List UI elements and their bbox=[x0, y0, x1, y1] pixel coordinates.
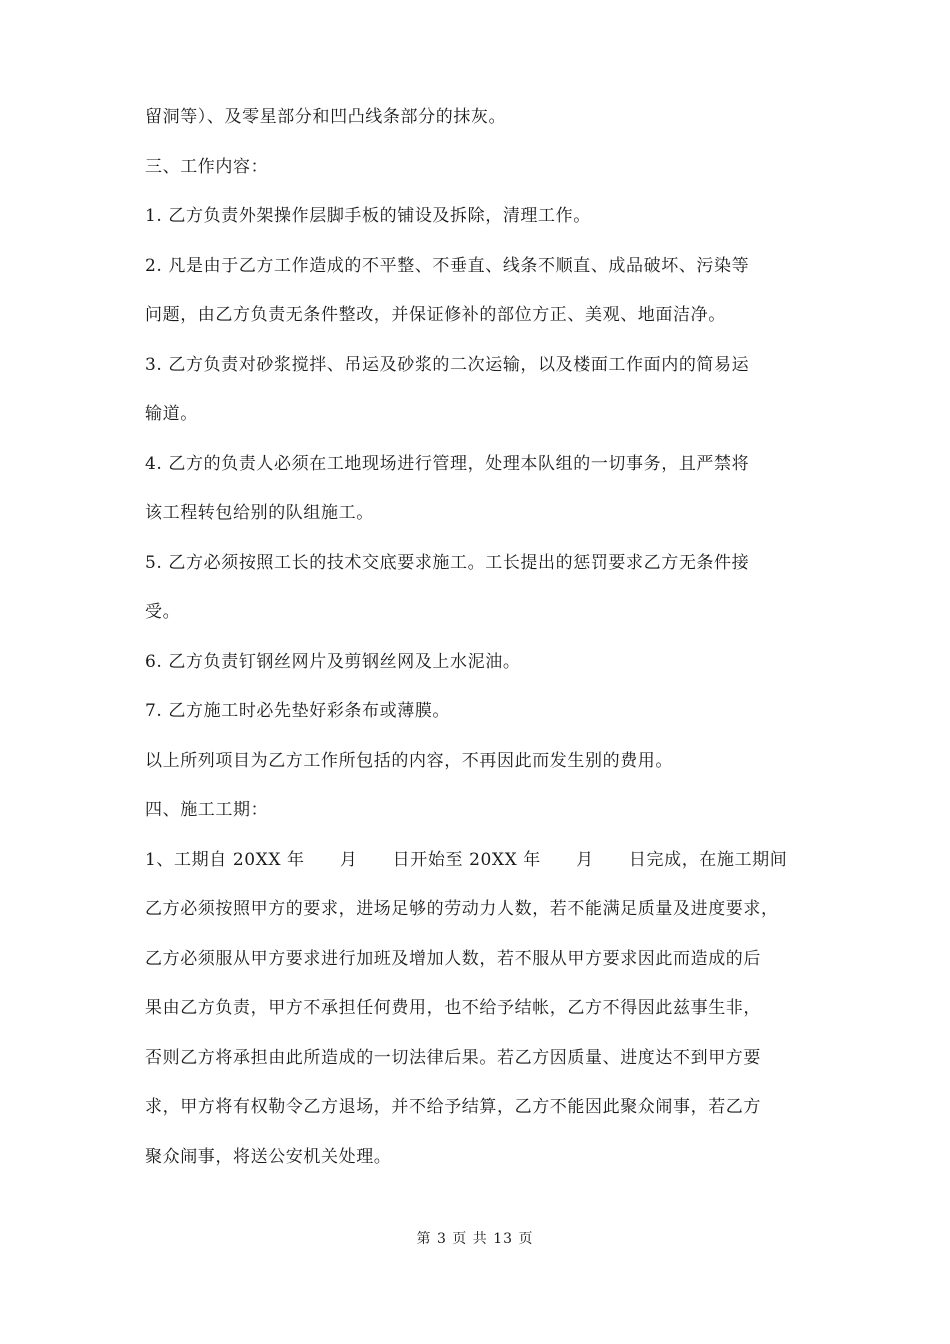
text-line: 果由乙方负责，甲方不承担任何费用，也不给予结帐，乙方不得因此兹事生非， bbox=[145, 998, 761, 1018]
text-line: 乙方必须按照甲方的要求，进场足够的劳动力人数，若不能满足质量及进度要求， bbox=[145, 899, 779, 919]
text-line: 否则乙方将承担由此所造成的一切法律后果。若乙方因质量、进度达不到甲方要 bbox=[145, 1047, 761, 1068]
document-body bbox=[145, 93, 817, 1182]
text-line: 7. 乙方施工时必先垫好彩条布或薄膜。 bbox=[145, 701, 451, 721]
text-line: 聚众闹事，将送公安机关处理。 bbox=[145, 1146, 392, 1167]
text-line: 1. 乙方负责外架操作层脚手板的铺设及拆除，清理工作。 bbox=[145, 206, 591, 226]
text-line: 留洞等）、及零星部分和凹凸线条部分的抹灰。 bbox=[145, 107, 507, 127]
text-line: 4. 乙方的负责人必须在工地现场进行管理，处理本队组的一切事务，且严禁将 bbox=[145, 453, 750, 474]
text-line: 2. 凡是由于乙方工作造成的不平整、不垂直、线条不顺直、成品破坏、污染等 bbox=[145, 255, 750, 276]
text-line: 1、工期自 20XX 年 月 日开始至 20XX 年 月 日完成，在施工期间 bbox=[145, 849, 788, 870]
section-heading-schedule: 四、施工工期： bbox=[145, 800, 269, 820]
text-line: 该工程转包给别的队组施工。 bbox=[145, 503, 374, 523]
text-line: 3. 乙方负责对砂浆搅拌、吊运及砂浆的二次运输，以及楼面工作面内的简易运 bbox=[145, 354, 750, 375]
text-line: 受。 bbox=[145, 602, 181, 622]
section-heading-work-content: 三、工作内容： bbox=[145, 156, 269, 177]
text-line: 6. 乙方负责钉钢丝网片及剪钢丝网及上水泥油。 bbox=[145, 651, 521, 672]
text-line: 乙方必须服从甲方要求进行加班及增加人数，若不服从甲方要求因此而造成的后 bbox=[145, 948, 761, 969]
text-line: 5. 乙方必须按照工长的技术交底要求施工。工长提出的惩罚要求乙方无条件接 bbox=[145, 552, 750, 573]
page-number-footer: 第 3 页 共 13 页 bbox=[416, 1231, 534, 1247]
text-line: 以上所列项目为乙方工作所包括的内容，不再因此而发生别的费用。 bbox=[145, 750, 673, 771]
text-line: 求，甲方将有权勒令乙方退场，并不给予结算，乙方不能因此聚众闹事，若乙方 bbox=[145, 1097, 761, 1117]
text-line: 问题，由乙方负责无条件整改，并保证修补的部位方正、美观、地面洁净。 bbox=[145, 305, 726, 325]
text-line: 输道。 bbox=[145, 404, 198, 424]
